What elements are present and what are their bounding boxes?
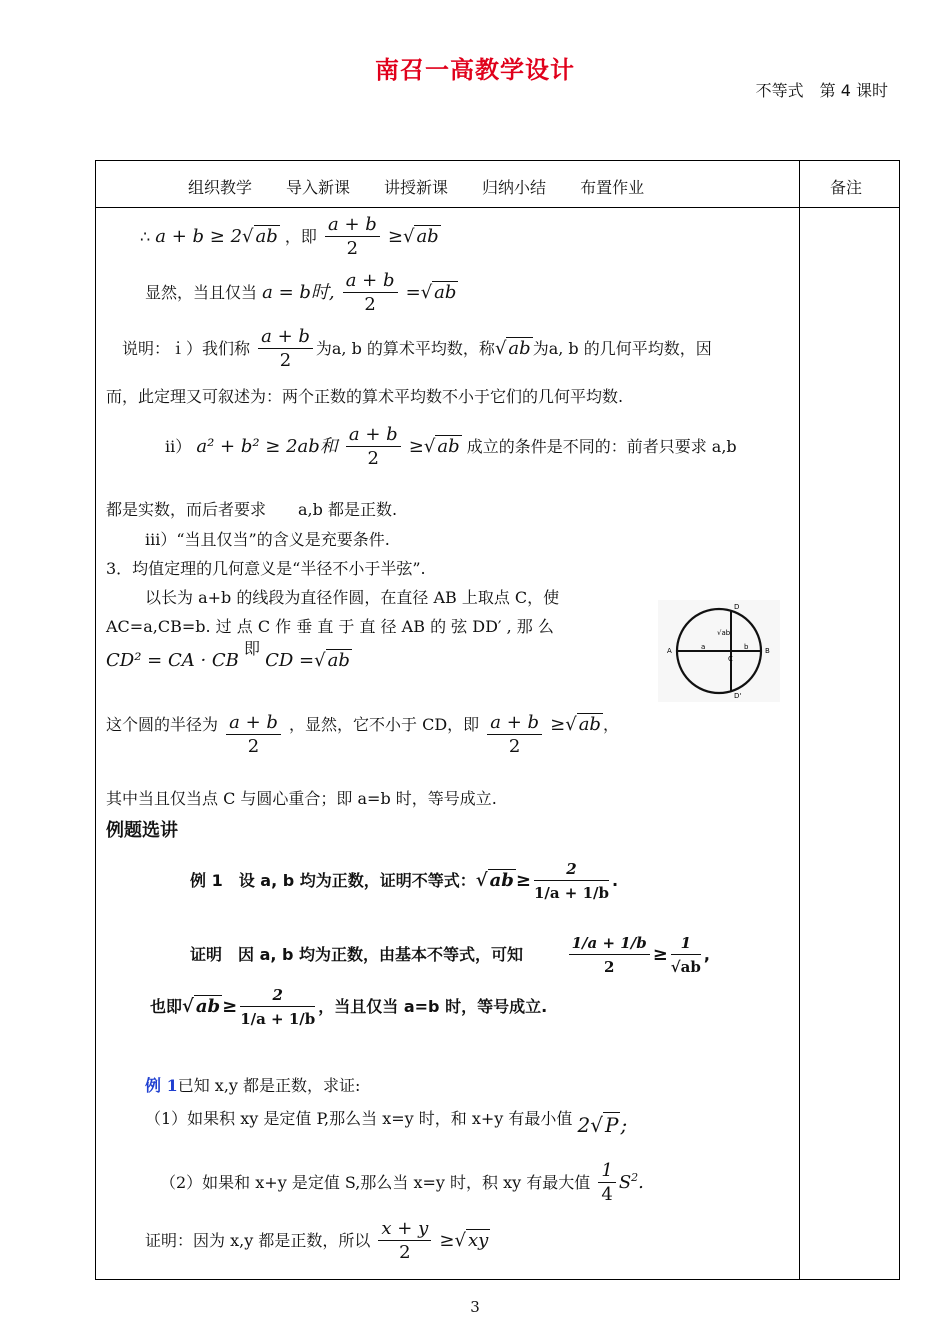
note-ii-expression: a² + b² ≥ 2ab和 [196,436,338,457]
reciprocal-sqrt-fraction: $\frac{1}{√ab}$ [670,934,701,976]
header-step: 导入新课 [286,178,351,197]
fraction-a-plus-b-over-2: $\frac{a + b}{2}$ [325,214,380,261]
header-step: 讲授新课 [384,178,449,197]
fraction-a-plus-b-over-2: $\frac{a + b}{2}$ [346,424,401,471]
note-ii-continued: 都是实数，而后者要求 a,b 都是正数. [106,500,398,519]
example-1-part-2: （2）如果和 x+y 是定值 S,那么当 x=y 时，积 xy 有最大值 $\frac{1}{4}$ $S^2$. [160,1160,644,1205]
sqrt-ab: √ ab [475,870,514,891]
scanned-proof-line-1: 证明 因 a, b 均为正数，由基本不等式，可知 $\frac{1/a + 1/b}{2}$ ≥ $\frac{1}{√ab}$ , [190,932,710,979]
header-step: 组织教学 [188,178,253,197]
geometry-text-1: 以长为 a+b 的线段为直径作圆，在直径 AB 上取点 C，使 [145,588,560,607]
equality-condition-line: 显然，当且仅当 a = b时, $\frac{a + b}{2}$ =√ ab [145,270,457,315]
note-i-text: 为a, b 的算术平均数，称 [315,339,495,358]
inequality-expression: a + b ≥ 2 [155,226,243,247]
example-part-text: （2）如果和 x+y 是定值 S,那么当 x=y 时，积 xy 有最大值 [160,1173,591,1192]
item-3-heading: 3．均值定理的几何意义是“半径不小于半弦”. [106,559,426,578]
header-step: 布置作业 [580,178,645,197]
table-header-steps [188,175,644,198]
harmonic-fraction: $\frac{2}{1/a + 1/b}$ [533,860,609,902]
example-text: 已知 x,y 都是正数，求证: [177,1076,361,1095]
sqrt-ab: √ ab [314,650,350,671]
lesson-subtitle: 不等式 第 4 课时 [755,81,888,100]
condition-text: 显然，当且仅当 [145,283,258,302]
fraction-x-plus-y-over-2: $\frac{x + y}{2}$ [378,1218,431,1265]
sqrt-ab: √ ab [182,996,221,1017]
note-i-text: 说明：ｉ）我们称 [122,339,251,358]
remark-column-header: 备注 [830,178,863,197]
sqrt-ab: √ ab [242,226,278,247]
table-header-divider [95,207,900,208]
radius-text: 这个圆的半径为 [106,715,219,734]
page-number: 3 [470,1298,480,1316]
circle-geometry-figure [658,600,780,702]
fraction-a-plus-b-over-2: $\frac{a + b}{2}$ [487,712,542,759]
condition-expression: a = b时, [262,282,335,303]
connector-text: ，即 [284,227,317,246]
scanned-proof-text: ，当且仅当 a=b 时，等号成立. [318,997,548,1016]
note-i-continued: 而，此定理又可叙述为：两个正数的算术平均数不小于它们的几何平均数. [106,387,624,406]
fraction-a-plus-b-over-2: $\frac{a + b}{2}$ [343,270,398,317]
connector-text: 即 [243,639,260,658]
note-i-text: 为a, b 的几何平均数，因 [532,339,712,358]
scanned-proof-text: 也即 [150,997,183,1016]
figure-label: A [667,647,672,655]
figure-label: B [765,647,770,655]
header-step: 归纳小结 [482,178,547,197]
example-1-proof: 证明：因为 x,y 都是正数，所以 $\frac{x + y}{2}$ ≥√ xy [145,1218,489,1263]
inequality-line-1: ∴ a + b ≥ 2√ ab ，即 $\frac{a + b}{2}$ ≥√ ab [140,214,439,259]
cd-squared-formula: CD² = CA · CB [106,650,239,671]
figure-label: D [734,603,740,611]
figure-label: a [701,643,706,651]
sqrt-ab: √ ab [402,226,439,247]
fraction-a-plus-b-over-2: $\frac{a + b}{2}$ [258,326,313,373]
table-column-divider [799,160,800,1280]
example-1-statement [145,1073,360,1096]
radius-statement: 这个圆的半径为 $\frac{a + b}{2}$ ，显然，它不小于 CD，即 $\frac{a + b}{2}$ ≥√ ab ， [106,712,619,757]
note-ii-text: 成立的条件是不同的：前者只要求 a,b [466,437,737,456]
geometry-formula [106,639,352,671]
scanned-proof-text: 证明 因 a, b 均为正数，由基本不等式，可知 [190,945,524,964]
harmonic-fraction: $\frac{2}{1/a + 1/b}$ [240,986,316,1028]
mean-of-reciprocals-fraction: $\frac{1/a + 1/b}{2}$ [569,932,650,979]
note-ii-marker: ⅱ） [165,437,192,456]
example-part-text: （1）如果积 xy 是定值 P,那么当 x=y 时，和 x+y 有最小值 [145,1109,573,1128]
sqrt-xy: √ xy [454,1230,489,1251]
scanned-example-1: 例 1 设 a, b 均为正数，证明不等式：√ ab ≥ $\frac{2}{1/a + 1/b}$ . [190,858,618,905]
example-1-part-1: （1）如果积 xy 是定值 P,那么当 x=y 时，和 x+y 有最小值 2√ P ; [145,1109,628,1137]
sqrt-ab: √ ab [565,714,601,735]
cd-formula: CD = [265,650,315,671]
scanned-proof-line-2: 也即√ ab ≥ $\frac{2}{1/a + 1/b}$ ，当且仅当 a=b 时，等号成立. [150,984,547,1031]
proof-text: 证明：因为 x,y 都是正数，所以 [145,1231,371,1250]
note-iii: ⅲ）“当且仅当”的含义是充要条件. [145,530,390,549]
therefore-symbol: ∴ [140,227,151,246]
note-i [122,326,712,373]
scanned-example-text: 例 1 设 a, b 均为正数，证明不等式： [190,871,476,890]
equality-case-text: 其中当且仅当点 C 与圆心重合；即 a=b 时，等号成立. [106,789,497,808]
figure-label: √ab [717,629,731,637]
fraction-a-plus-b-over-2: $\frac{a + b}{2}$ [226,712,281,759]
sqrt-ab: √ ab [423,436,460,457]
radius-text: ，显然，它不小于 CD，即 [288,715,480,734]
sqrt-ab: √ ab [494,338,531,359]
document-title: 南召一高教学设计 [375,56,575,84]
one-quarter-fraction: $\frac{1}{4}$ [598,1160,615,1207]
figure-label: D' [734,692,742,700]
example-label: 例 1 [145,1076,178,1095]
figure-label: C [728,655,733,663]
note-ii: ⅱ） a² + b² ≥ 2ab和 $\frac{a + b}{2}$ ≥√ ab 成立的条件是不同的：前者只要求 a,b [165,424,737,469]
geometry-text-2: AC=a,CB=b. 过 点 C 作 垂 直 于 直 径 AB 的 弦 DD′ , 那 么 [106,617,554,636]
sqrt-ab: √ ab [420,282,457,303]
examples-heading: 例题选讲 [106,820,178,841]
figure-label: b [744,643,749,651]
